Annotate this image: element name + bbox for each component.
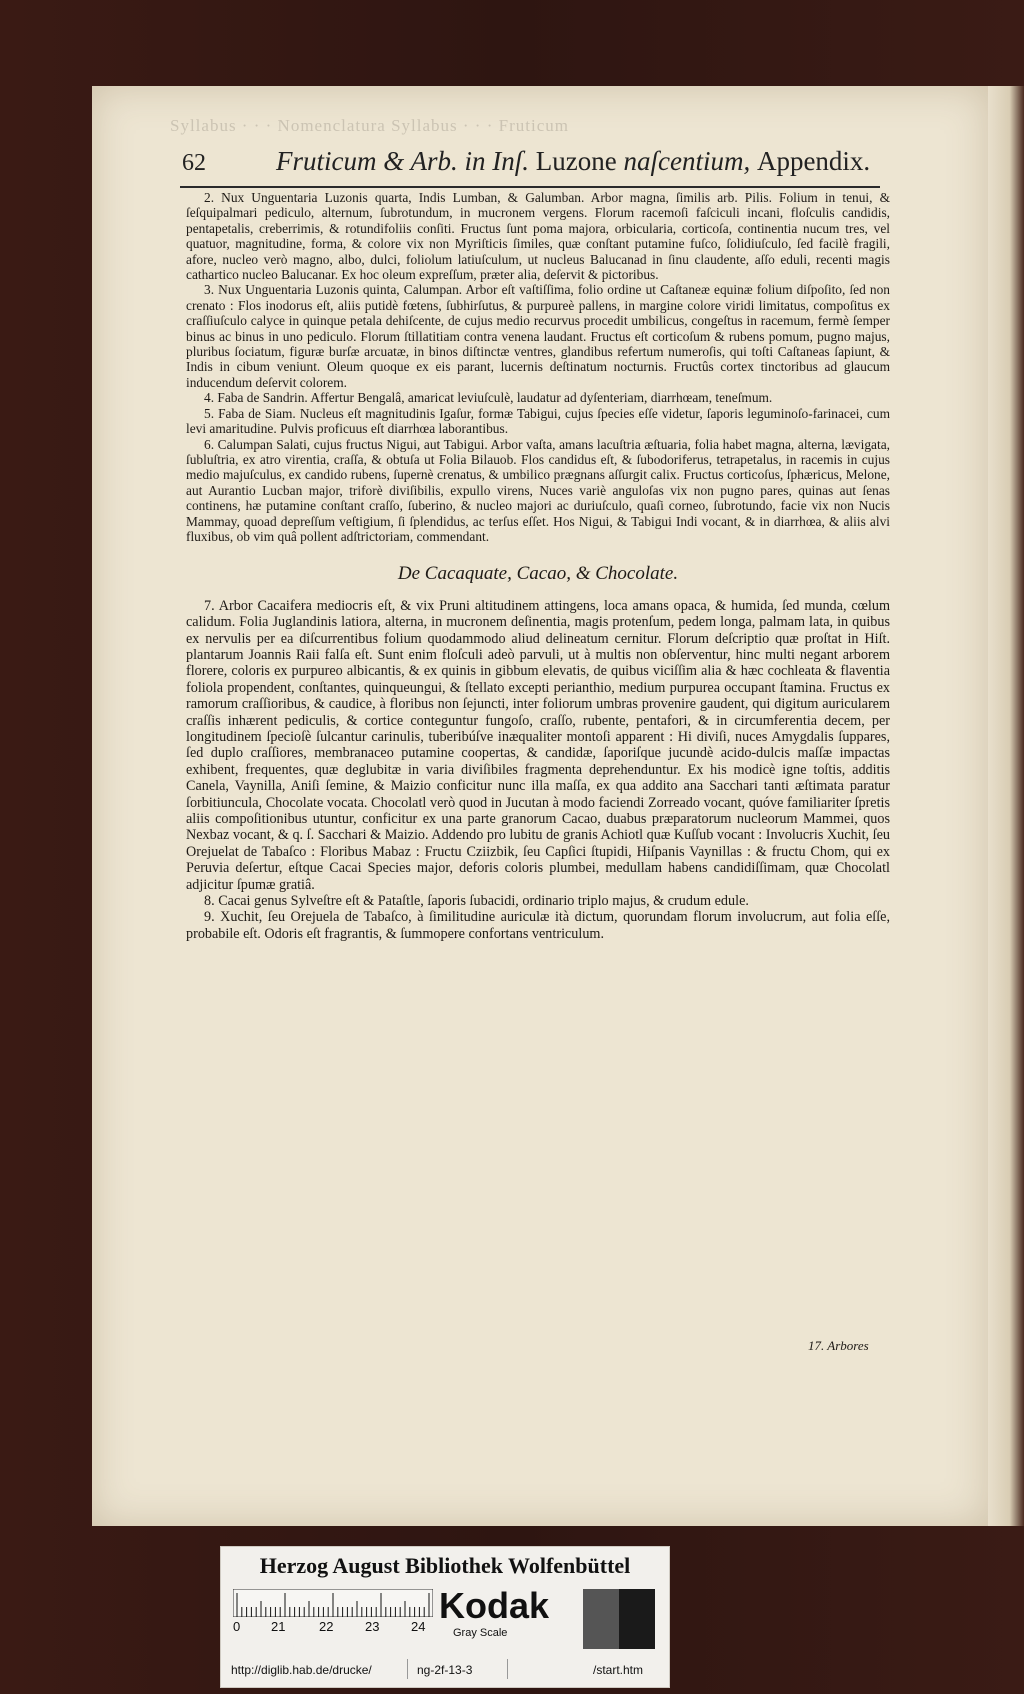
divider bbox=[407, 1659, 408, 1679]
section-title: De Cacaquate, Cacao, & Chocolate. bbox=[397, 563, 679, 585]
page-edge bbox=[988, 86, 1024, 1526]
paragraph-6: 6. Calumpan Salati, cujus fructus Nigui, aut Tabigui. Arbor vaſta, amans lacuſtria æſtuaria, folia habet magna, alterna, lævigata, ſubluſtria, ex atro virentia, craſſa, & obtuſa ut Folia Bilauob. Flos candidus eſt, & ſubodoriferus, tetrapetalus, in racemis in cujus medio majuſculus, ex candido rubens, ſupernè crenatus, & umbilico prægnans aſſurgit calix. Fructus corticoſus, ſphæricus, Melone, aut Aurantio Lucban major, triforè diviſibilis, expullo virens, Nuces variè anguloſas vix non pugno pares, quinas aut ſenas continens, hæ putamine conſtant craſſo, ſuberino, & nucleo majori ac duriuſculo, quaſi corneo, ſubrotundo, facie vix non Nucis Mammay, quoad depreſſum veſtigium, ſi ſplendidus, ac terſus eſſet. Hos Nigui, & Tabigui Indi vocant, & in diarrhœa, & aliis alvi fluxibus, ob vim quâ pollent adſtrictoriam, commendant. bbox=[186, 436, 890, 544]
page-body bbox=[186, 190, 890, 942]
catchword: 17. Arbores bbox=[808, 1338, 869, 1353]
paragraph-9: 9. Xuchit, ſeu Orejuela de Tabaſco, à ſimilitudine auriculæ ità dictum, quorundam florum involucrum, aut folia eſſe, probabile eſt. Odoris eſt fragrantis, & ſummopere confortans ventriculum. bbox=[186, 909, 890, 942]
card-url: http://diglib.hab.de/drucke/ bbox=[231, 1663, 372, 1677]
paragraph-8: 8. Cacai genus Sylveſtre eſt & Pataſtle, ſaporis ſubacidi, ordinario triplo majus, & crudum edule. bbox=[204, 893, 749, 910]
running-head-part4: Appendix. bbox=[756, 146, 871, 176]
ruler-number: 0 bbox=[233, 1619, 241, 1634]
gray-scale-label: Gray Scale bbox=[453, 1627, 508, 1639]
bleed-through-text: Syllabus · · · Nomenclatura Syllabus · · · Fruticum bbox=[170, 116, 569, 135]
page-number: 62 bbox=[182, 150, 206, 176]
ruler-number: 24 bbox=[411, 1619, 426, 1634]
ruler-numbers bbox=[233, 1619, 433, 1637]
black-swatch bbox=[619, 1589, 655, 1649]
kodak-logo: Kodak bbox=[439, 1585, 550, 1626]
paragraph-7: 7. Arbor Cacaifera mediocris eſt, & vix Pruni altitudinem attingens, loca amans opaca, & humida, ſed munda, cœlum calidum. Folia Juglandinis latiora, alterna, in mucronem deſinentia, magis protenſum, pedem longa, palmam lata, in quibus ex nervulis per ea diſcurrentibus folium quodammodo aliud delineatum cernitur. Florum deſcriptio quæ proſtat in Hiſt. plantarum Joannis Raii falſa eſt. Sunt enim floſculi adeò parvuli, ut à multis non obſerventur, hinc multi negant arborem florere, coloris ex purpureo albicantis, & ex quinis in gibbum elevatis, de quibus viciſſim alia & hæc cochleata & flaventia foliola propendent, conſtantes, quinqueungui, & ſtellato excepti perianthio, medium purpurea occupant ſtamina. Fructus ex ramorum craſſioribus, & caudice, à floribus non ſejuncti, inter foliorum umbras provenire gaudent, qui digitum auricularem craſſis inhærent pediculis, & cortice conteguntur fungoſo, craſſo, rubente, pentafori, & in circumferentia decem, per longitudinem ſpecioſè ſulcantur carinulis, tuberibúſve inæqualiter montoſi apparent : Hi diviſi, nuces Amygdalis ſuppares, ſed duplo craſſiores, membranaceo putamine coopertas, & candidæ, ſaporiſque jucundè acido-dulcis maſſæ impactas exhibent, frequentes, quæ deglubitæ in varia diviſibiles fragmenta deprehenduntur. Ex his modicè igne toſtis, additis Canela, Vaynilla, Aniſi ſemine, & Maizio conficitur nunc illa maſſa, ex qua addito ana Sacchari tanti æſtimata paratur ſorbitiuncula, Chocolate vocata. Chocolatl verò quod in Jucutan à modo faciendi Zorreado vocant, quóve familiariter ſpretis aliis compoſitionibus utuntur, conficitur ex una parte granorum Cacao, duabus præparatorum nucleorum Mammei, quos Nexbaz vocant, & q. ſ. Sacchari & Maizio. Addendo pro lubitu de granis Achiotl quæ Kuſſub vocant : Involucris Xuchit, ſeu Orejuelat de Tabaſco : Floribus Mabaz : Fructu Cziizbik, ſeu Capſici ſtupidi, Hiſpanis Vaynillas : & fructu Chom, qui ex Peruvia deſertur, eſtque Cacai Species major, deforis coloris plumbei, medullam habens candidiſſimam, quæ Chocolatl adjicitur ſpumæ gratiâ. bbox=[186, 597, 890, 893]
divider bbox=[507, 1659, 508, 1679]
paragraph-5: 5. Faba de Siam. Nucleus eſt magnitudinis Igaſur, formæ Tabigui, cujus ſpecies eſſe videtur, ſaporis leguminoſo-farinacei, cum levi amaritudine. Pulvis proficuus eſt diarrhœa laborantibus. bbox=[186, 405, 890, 437]
running-head-part2: Luzone bbox=[535, 146, 617, 176]
running-head bbox=[276, 146, 870, 177]
card-footer bbox=[221, 1655, 669, 1683]
card-title: Herzog August Bibliothek Wolfenbüttel bbox=[259, 1553, 631, 1578]
running-head-part1: Fruticum & Arb. in Inſ. bbox=[276, 146, 529, 176]
color-calibration-card bbox=[220, 1546, 670, 1688]
paragraph-3: 3. Nux Unguentaria Luzonis quinta, Calumpan. Arbor eſt vaſtiſſima, folio ordine ut Caſtaneæ equinæ folium diſpoſito, ſed non crenato : Flos inodorus eſt, aliis putidè fœtens, ſubhirſutus, & purpureè pallens, in margine colore viridi limitatus, compoſitus ex craſſiuſculo calyce in quinque petala dehiſcente, de cujus medio recurvus procedit umbilicus, congeſtus in racemum, fermè ſemper binus ac binus in uno pediculo. Florum ſtillatitiam contra venena laudant. Fructus eſt corticoſum & rubens pomum, pugno majus, pluribus ſociatum, figuræ burſæ arcuatæ, in binos diſtinctæ ventres, glandibus refertum numeroſis, qui toſti Caſtaneas ſapiunt, & Indis in cibum veniunt. Oleum quoque ex eis parant, lucernis deſtinatum nocturnis. Fructûs cortex tinctoribus ad glaucum inducendum deſervit colorem. bbox=[186, 282, 890, 390]
paragraph-4: 4. Faba de Sandrin. Affertur Bengalâ, amaricat leviuſculè, laudatur ad dyſenteriam, diarrhœam, teneſmum. bbox=[204, 390, 773, 406]
gray-swatch bbox=[583, 1589, 619, 1649]
ruler-number: 21 bbox=[271, 1619, 286, 1634]
ruler-number: 22 bbox=[319, 1619, 334, 1634]
ruler-number: 23 bbox=[365, 1619, 380, 1634]
card-code: ng-2f-13-3 bbox=[417, 1663, 473, 1677]
running-head-part3: naſcentium, bbox=[623, 146, 751, 176]
paragraph-2: 2. Nux Unguentaria Luzonis quarta, Indis Lumban, & Galumban. Arbor magna, ſimilis arb. Pilis. Folium in tenui, & ſeſquipalmari pediculo, alternum, ſubrotundum, in mucronem vergens. Florum racemoſi faſciculi incani, floſculis candidis, pentapetalis, creberrimis, & rotundifoliis conſiti. Fructus ſunt poma majora, orbicularia, corticoſa, continentia nucum tres, vel quatuor, magnitudine, forma, & colore vix non Myriſticis ſimiles, quæ conſtant putamine fuſco, ſolidiuſculo, ſed facilè fragili, afore, nucleo verò magno, albo, dulci, foliolum latiuſculum, ut nucleus Balucanad in ſinu claudente, aſſo eduli, recenti magis cathartico nucleo Balucanar. Ex hoc oleum expreſſum, præter alia, deſervit & pictoribus. bbox=[186, 190, 890, 283]
page-header bbox=[180, 146, 880, 188]
card-start: /start.htm bbox=[593, 1663, 644, 1677]
ruler-scale bbox=[233, 1589, 433, 1617]
